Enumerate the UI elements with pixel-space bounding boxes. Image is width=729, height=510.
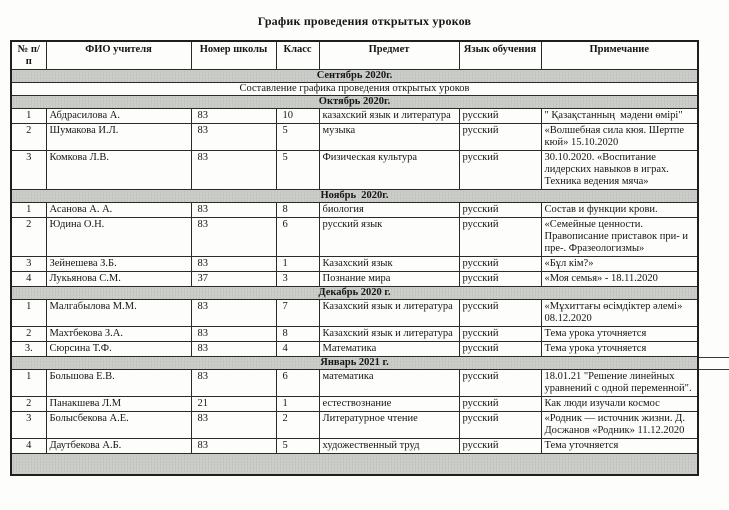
cell-name: Сюрсина Т.Ф. xyxy=(46,342,191,357)
cell-subject: художественный труд xyxy=(319,439,459,454)
cell-num: 1 xyxy=(11,109,46,124)
cell-school: 83 xyxy=(191,109,276,124)
cell-subject: Познание мира xyxy=(319,272,459,287)
cell-note: Состав и функции крови. xyxy=(541,203,698,218)
cell-language: русский xyxy=(459,272,541,287)
section-band-label: Октябрь 2020г. xyxy=(11,96,698,109)
cell-note: «Семейные ценности. Правописание приставок при- и пре-. Фразеологизмы» xyxy=(541,218,698,257)
cell-grade: 1 xyxy=(276,257,319,272)
bottom-band-cell xyxy=(11,454,698,476)
cell-name: Асанова А. А. xyxy=(46,203,191,218)
section-band-row xyxy=(11,357,698,370)
cell-num: 4 xyxy=(11,272,46,287)
section-band-label: Сентябрь 2020г. xyxy=(11,70,698,83)
cell-subject: Математика xyxy=(319,342,459,357)
cell-name: Абдрасилова А. xyxy=(46,109,191,124)
cell-subject: биология xyxy=(319,203,459,218)
data-row xyxy=(11,109,698,124)
column-header-4: Предмет xyxy=(319,41,459,70)
cell-name: Зейнешева З.Б. xyxy=(46,257,191,272)
section-band-row xyxy=(11,70,698,83)
data-row xyxy=(11,300,698,327)
document-title: График проведения открытых уроков xyxy=(257,14,472,28)
cell-subject: естествознание xyxy=(319,397,459,412)
cell-language: русский xyxy=(459,109,541,124)
cell-name: Малгабылова М.М. xyxy=(46,300,191,327)
data-row xyxy=(11,203,698,218)
section-band-row xyxy=(11,96,698,109)
cell-school: 83 xyxy=(191,124,276,151)
cell-language: русский xyxy=(459,327,541,342)
cell-school: 83 xyxy=(191,327,276,342)
data-row xyxy=(11,412,698,439)
section-band-row xyxy=(11,190,698,203)
cell-language: русский xyxy=(459,257,541,272)
cell-note: Тема уточняется xyxy=(541,439,698,454)
table-body xyxy=(11,70,698,476)
cell-school: 83 xyxy=(191,203,276,218)
column-header-5: Язык обучения xyxy=(459,41,541,70)
cell-school: 83 xyxy=(191,439,276,454)
cell-grade: 7 xyxy=(276,300,319,327)
column-header-6: Примечание xyxy=(541,41,698,70)
cell-grade: 1 xyxy=(276,397,319,412)
cell-school: 83 xyxy=(191,370,276,397)
cell-note: Как люди изучали космос xyxy=(541,397,698,412)
cell-language: русский xyxy=(459,151,541,190)
cell-grade: 5 xyxy=(276,124,319,151)
cell-note: 18.01.21 "Решение линейных уравнений с одной переменной". xyxy=(541,370,698,397)
data-row xyxy=(11,342,698,357)
cell-name: Юдина О.Н. xyxy=(46,218,191,257)
cell-subject: музыка xyxy=(319,124,459,151)
cell-grade: 5 xyxy=(276,439,319,454)
data-row xyxy=(11,257,698,272)
cell-subject: казахский язык и литература xyxy=(319,109,459,124)
cell-name: Даутбекова А.Б. xyxy=(46,439,191,454)
section-band-label: Ноябрь 2020г. xyxy=(11,190,698,203)
cell-num: 3 xyxy=(11,412,46,439)
column-header-1: ФИО учителя xyxy=(46,41,191,70)
data-row xyxy=(11,151,698,190)
section-subtitle-label: Составление графика проведения открытых уроков xyxy=(11,83,698,96)
cell-language: русский xyxy=(459,218,541,257)
cell-note: «Родник — источник жизни. Д. Досжанов «Родник» 11.12.2020 xyxy=(541,412,698,439)
cell-grade: 6 xyxy=(276,218,319,257)
cell-num: 3. xyxy=(11,342,46,357)
cell-name: Панакшева Л.М xyxy=(46,397,191,412)
section-band-label: Декабрь 2020 г. xyxy=(11,287,698,300)
cell-note: «Бұл кім?» xyxy=(541,257,698,272)
header-row xyxy=(11,41,698,70)
cell-num: 2 xyxy=(11,327,46,342)
section-band-row xyxy=(11,287,698,300)
cell-num: 1 xyxy=(11,300,46,327)
cell-language: русский xyxy=(459,412,541,439)
cell-num: 2 xyxy=(11,124,46,151)
column-header-2: Номер школы xyxy=(191,41,276,70)
section-subtitle-row xyxy=(11,83,698,96)
cell-school: 83 xyxy=(191,342,276,357)
column-header-0: № п/п xyxy=(11,41,46,70)
cell-language: русский xyxy=(459,203,541,218)
data-row xyxy=(11,370,698,397)
data-row xyxy=(11,272,698,287)
data-row xyxy=(11,124,698,151)
cell-num: 2 xyxy=(11,218,46,257)
cell-grade: 2 xyxy=(276,412,319,439)
cell-school: 83 xyxy=(191,300,276,327)
cell-note: Тема урока уточняется xyxy=(541,327,698,342)
cell-grade: 10 xyxy=(276,109,319,124)
cell-num: 1 xyxy=(11,370,46,397)
cell-name: Махтбекова З.А. xyxy=(46,327,191,342)
cell-grade: 8 xyxy=(276,203,319,218)
cell-grade: 3 xyxy=(276,272,319,287)
scan-artifact-line-bottom xyxy=(699,369,729,370)
cell-note: «Моя семья» - 18.11.2020 xyxy=(541,272,698,287)
cell-language: русский xyxy=(459,300,541,327)
data-row xyxy=(11,397,698,412)
data-row xyxy=(11,327,698,342)
cell-school: 83 xyxy=(191,218,276,257)
cell-language: русский xyxy=(459,397,541,412)
cell-school: 83 xyxy=(191,151,276,190)
cell-note: " Қазақстанның мәдени өмірі" xyxy=(541,109,698,124)
cell-subject: Казахский язык и литература xyxy=(319,327,459,342)
cell-note: «Волшебная сила кюя. Шертпе кюй» 15.10.2020 xyxy=(541,124,698,151)
cell-name: Шумакова И.Л. xyxy=(46,124,191,151)
cell-subject: русский язык xyxy=(319,218,459,257)
cell-note: Тема урока уточняется xyxy=(541,342,698,357)
cell-subject: Казахский язык xyxy=(319,257,459,272)
data-row xyxy=(11,439,698,454)
cell-num: 1 xyxy=(11,203,46,218)
column-header-3: Класс xyxy=(276,41,319,70)
cell-grade: 8 xyxy=(276,327,319,342)
cell-language: русский xyxy=(459,439,541,454)
cell-grade: 6 xyxy=(276,370,319,397)
cell-name: Болысбекова А.Е. xyxy=(46,412,191,439)
cell-subject: математика xyxy=(319,370,459,397)
cell-subject: Литературное чтение xyxy=(319,412,459,439)
cell-name: Лукьянова С.М. xyxy=(46,272,191,287)
cell-name: Большова Е.В. xyxy=(46,370,191,397)
scan-artifact-line-top xyxy=(699,357,729,358)
cell-language: русский xyxy=(459,342,541,357)
cell-subject: Казахский язык и литература xyxy=(319,300,459,327)
cell-school: 83 xyxy=(191,257,276,272)
cell-school: 83 xyxy=(191,412,276,439)
bottom-band-row xyxy=(11,454,698,476)
cell-subject: Физическая культура xyxy=(319,151,459,190)
cell-note: «Мұхиттағы өсімдіктер әлемі» 08.12.2020 xyxy=(541,300,698,327)
cell-num: 3 xyxy=(11,151,46,190)
cell-language: русский xyxy=(459,370,541,397)
cell-num: 2 xyxy=(11,397,46,412)
cell-grade: 4 xyxy=(276,342,319,357)
section-band-label: Январь 2021 г. xyxy=(11,357,698,370)
cell-school: 21 xyxy=(191,397,276,412)
cell-num: 3 xyxy=(11,257,46,272)
cell-note: 30.10.2020. «Воспитание лидерских навыков в играх. Техника ведения мяча» xyxy=(541,151,698,190)
cell-school: 37 xyxy=(191,272,276,287)
data-row xyxy=(11,218,698,257)
cell-num: 4 xyxy=(11,439,46,454)
cell-grade: 5 xyxy=(276,151,319,190)
cell-language: русский xyxy=(459,124,541,151)
open-lessons-schedule-table xyxy=(10,40,699,476)
cell-name: Комкова Л.В. xyxy=(46,151,191,190)
